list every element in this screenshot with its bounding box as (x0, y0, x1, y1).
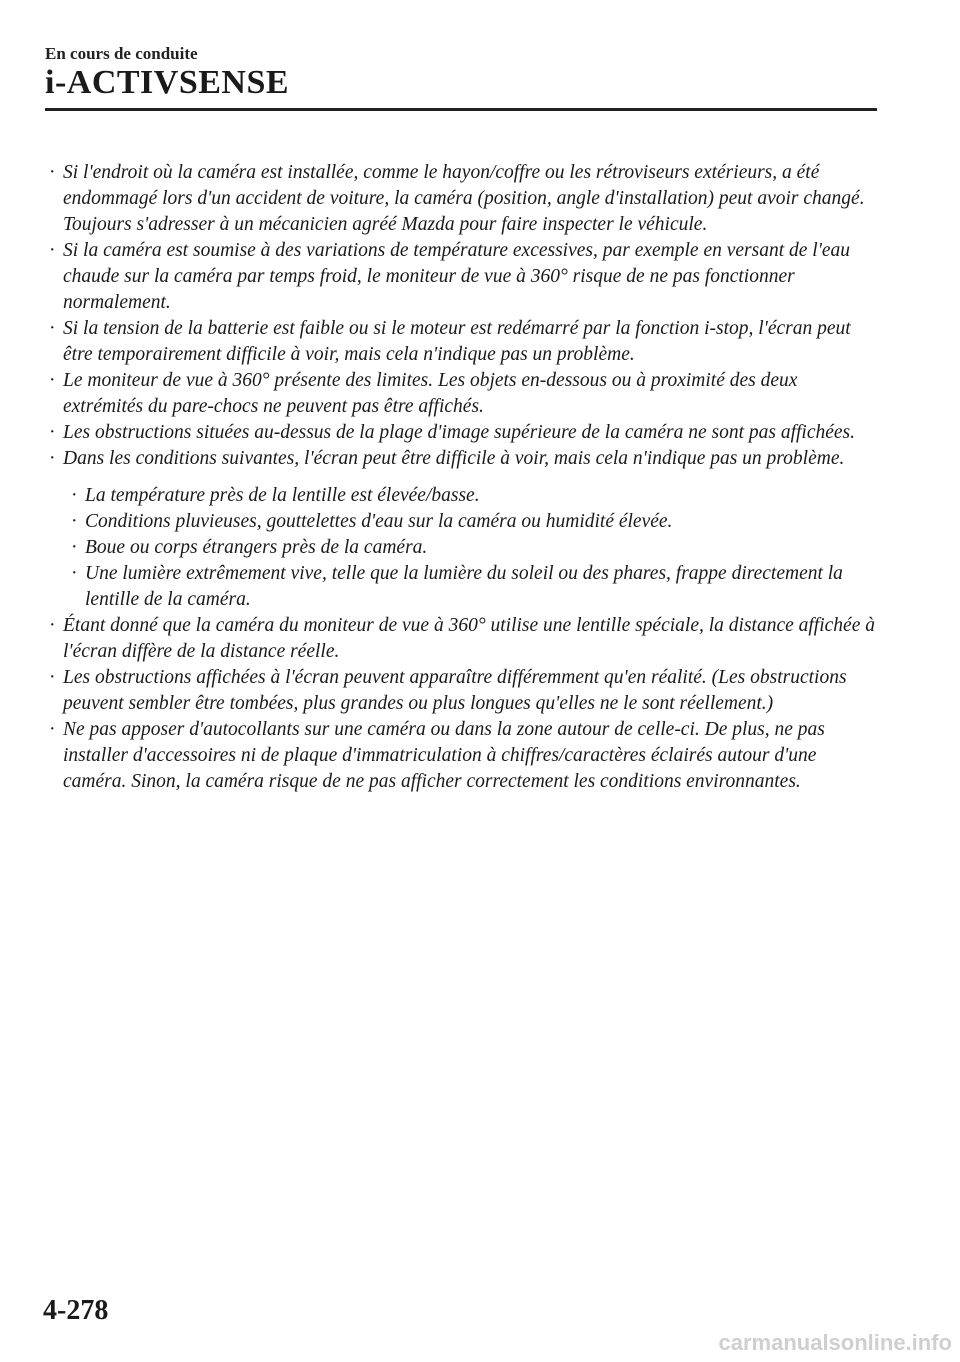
bullet-dot: · (71, 537, 78, 558)
page-content (45, 160, 875, 795)
list-item-text: Les obstructions affichées à l'écran peuvent apparaître différemment qu'en réalité. (Les obstructions peuvent sembler être tombées, plus grandes ou plus longues qu'elles ne le sont réellement.) (63, 667, 847, 714)
bullet-dot: · (49, 448, 56, 469)
list-item (45, 420, 875, 446)
list-item-text: Dans les conditions suivantes, l'écran peut être difficile à voir, mais cela n'indique pas un problème. (63, 448, 845, 469)
bullet-dot: · (49, 240, 56, 261)
page-number: 4-278 (43, 1295, 109, 1326)
list-item (45, 665, 875, 717)
list-item (45, 160, 875, 238)
list-item-text: Si la caméra est soumise à des variations de température excessives, par exemple en versant de l'eau chaude sur la caméra par temps froid, le moniteur de vue à 360° risque de ne pas fonctionner normalement. (63, 240, 851, 313)
sub-list-item-text: Une lumière extrêmement vive, telle que la lumière du soleil ou des phares, frappe directement la lentille de la caméra. (85, 563, 843, 610)
header-divider (45, 108, 877, 111)
sub-list-item-text: Conditions pluvieuses, gouttelettes d'eau sur la caméra ou humidité élevée. (85, 511, 673, 532)
list-item (45, 613, 875, 665)
sub-list-item-text: Boue ou corps étrangers près de la caméra. (85, 537, 428, 558)
bullet-dot: · (71, 511, 78, 532)
list-item (45, 446, 875, 472)
list-item-text: Les obstructions situées au-dessus de la plage d'image supérieure de la caméra ne sont pas affichées. (63, 422, 856, 443)
sub-list-item (45, 561, 875, 613)
list-item-text: Ne pas apposer d'autocollants sur une caméra ou dans la zone autour de celle-ci. De plus, ne pas installer d'accessoires ni de plaque d'immatriculation à chiffres/caractères éclairés autour d'une caméra. Sinon, la caméra risque de ne pas afficher correctement les conditions environnantes. (63, 719, 825, 792)
list-item (45, 368, 875, 420)
list-item-text: Étant donné que la caméra du moniteur de vue à 360° utilise une lentille spéciale, la distance affichée à l'écran diffère de la distance réelle. (63, 615, 875, 662)
sub-list-item (45, 509, 875, 535)
bullet-dot: · (49, 422, 56, 443)
bullet-dot: · (49, 719, 56, 740)
list-item (45, 717, 875, 795)
sub-list-item (45, 535, 875, 561)
list-item-text: Si la tension de la batterie est faible ou si le moteur est redémarré par la fonction i-stop, l'écran peut être temporairement difficile à voir, mais cela n'indique pas un problème. (63, 318, 851, 365)
bullet-dot: · (71, 485, 78, 506)
bullet-dot: · (49, 615, 56, 636)
list-item (45, 238, 875, 316)
bullet-dot: · (49, 667, 56, 688)
sub-list-item (45, 483, 875, 509)
bullet-dot: · (49, 370, 56, 391)
list-item-text: Si l'endroit où la caméra est installée, comme le hayon/coffre ou les rétroviseurs extérieurs, a été endommagé lors d'un accident de voiture, la caméra (position, angle d'installation) peut avoir changé. Toujours s'adresser à un mécanicien agréé Mazda pour faire inspecter le véhicule. (63, 162, 865, 235)
bullet-dot: · (49, 318, 56, 339)
list-item (45, 316, 875, 368)
sub-list-item-text: La température près de la lentille est élevée/basse. (85, 485, 480, 506)
section-label: En cours de conduite (45, 44, 198, 63)
bullet-dot: · (71, 563, 78, 584)
watermark: carmanualsonline.info (718, 1330, 952, 1355)
bullet-dot: · (49, 162, 56, 183)
page-title: i-ACTIVSENSE (45, 64, 290, 101)
list-item-text: Le moniteur de vue à 360° présente des limites. Les objets en-dessous ou à proximité des deux extrémités du pare-chocs ne peuvent pas être affichés. (63, 370, 798, 417)
